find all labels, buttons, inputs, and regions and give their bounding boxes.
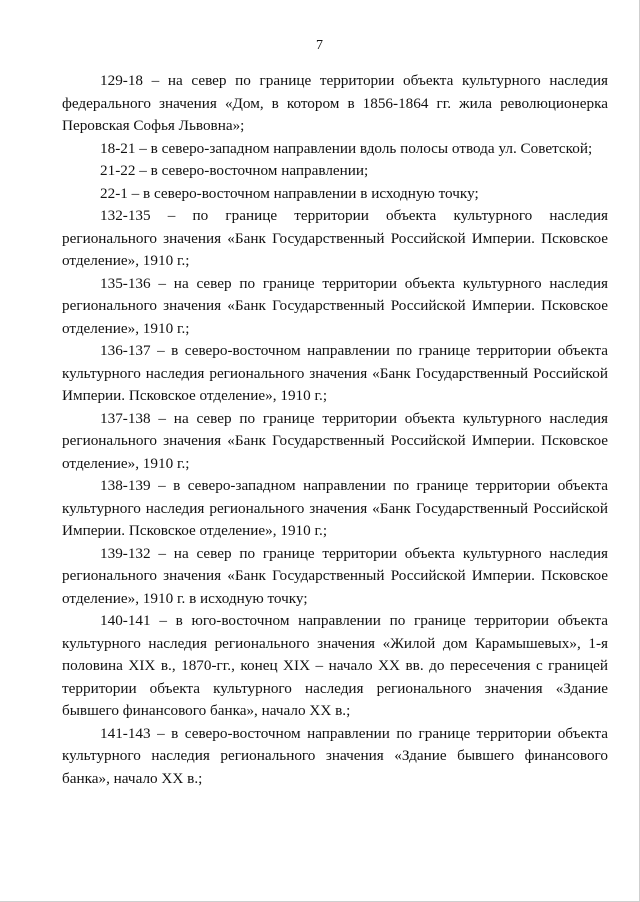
paragraph-18-21: 18-21 – в северо-западном направлении вдоль полосы отвода ул. Советской; bbox=[100, 139, 593, 157]
paragraph-136-137: 136-137 – в северо-восточном направлении по границе территории объекта культурного наследия регионального значения «Банк Государственный Российской Империи. Псковское отделение», 1910 г.; bbox=[62, 342, 608, 404]
paragraph-140-141: 140-141 – в юго-восточном направлении по границе территории объекта культурного наследия регионального значения «Жилой дом Карамышевых», 1-я половина XIX в., 1870-гг., конец XIX – начало XX вв. до пересечения с границей территории объекта культурного наследия регионального значения «Здание бывшего финансового банка», начало XX в.; bbox=[62, 612, 608, 719]
paragraph-137-138: 137-138 – на север по границе территории объекта культурного наследия регионального значения «Банк Государственный Российской Империи. Псковское отделение», 1910 г.; bbox=[62, 409, 608, 472]
paragraph-139-132: 139-132 – на север по границе территории объекта культурного наследия регионального значения «Банк Государственный Российской Империи. Псковское отделение», 1910 г. в исходную точку; bbox=[62, 544, 608, 607]
paragraph-141-143: 141-143 – в северо-восточном направлении по границе территории объекта культурного наследия регионального значения «Здание бывшего финансового банка», начало XX в.; bbox=[62, 724, 608, 787]
paragraph-129-18: 129-18 – на север по границе территории объекта культурного наследия федерального значения «Дом, в котором в 1856-1864 гг. жила революционерка Перовская Софья Львовна»; bbox=[62, 72, 608, 134]
paragraph-132-135: 132-135 – по границе территории объекта культурного наследия регионального значения «Банк Государственный Российской Империи. Псковское отделение», 1910 г.; bbox=[62, 207, 608, 269]
paragraph-135-136: 135-136 – на север по границе территории объекта культурного наследия регионального значения «Банк Государственный Российской Империи. Псковское отделение», 1910 г.; bbox=[62, 274, 608, 337]
page-number: 7 bbox=[316, 38, 323, 53]
document-body bbox=[62, 70, 608, 790]
paragraph-22-1: 22-1 – в северо-восточном направлении в исходную точку; bbox=[100, 184, 479, 202]
paragraph-138-139: 138-139 – в северо-западном направлении по границе территории объекта культурного наследия регионального значения «Банк Государственный Российской Империи. Псковское отделение», 1910 г.; bbox=[62, 477, 608, 539]
paragraph-21-22: 21-22 – в северо-восточном направлении; bbox=[100, 162, 369, 179]
